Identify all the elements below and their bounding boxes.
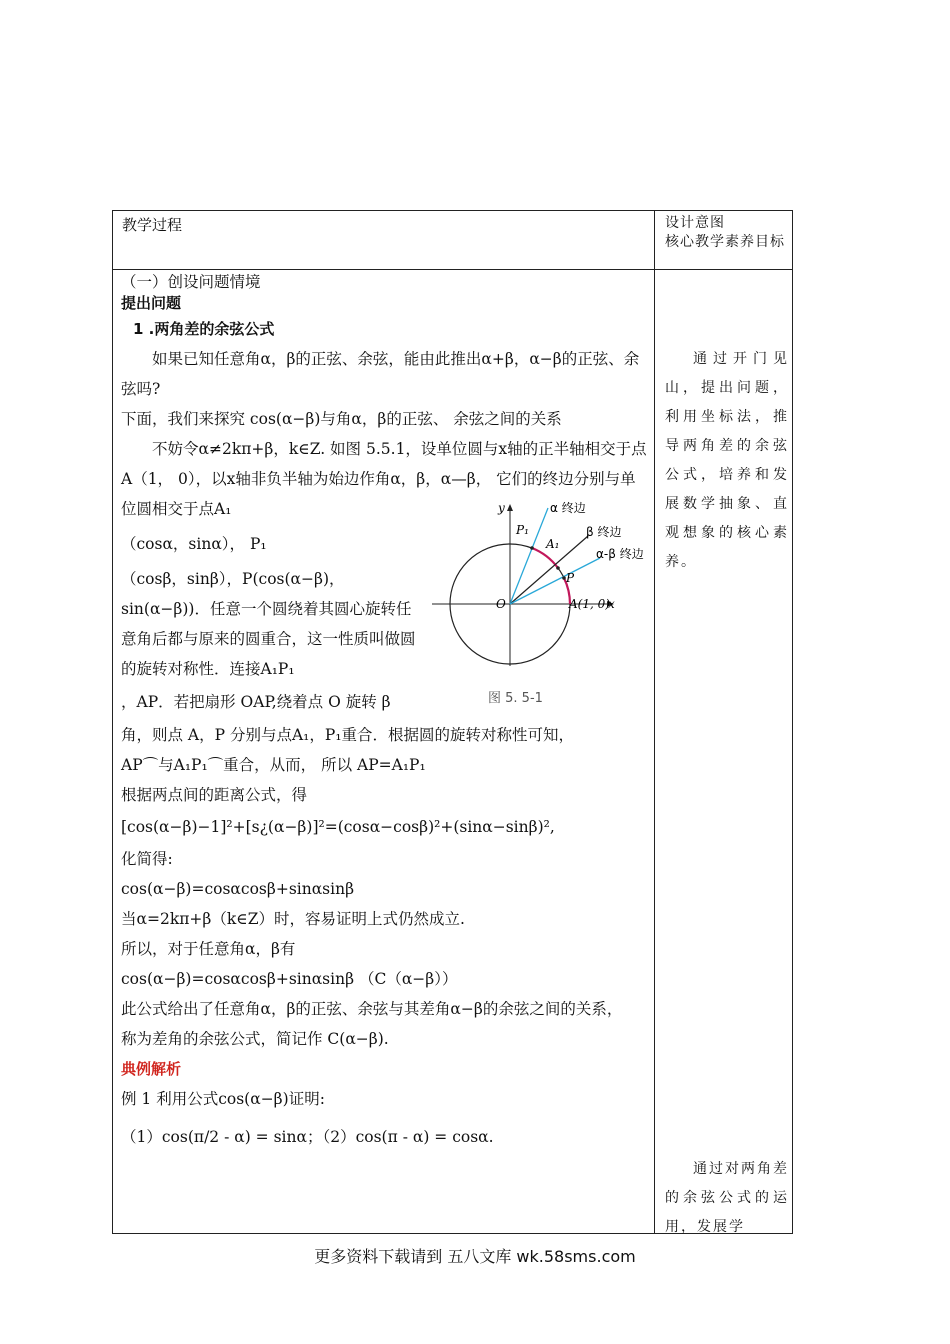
- equation-formula-c: cos(α−β)=cosαcosβ+sinαsinβ （C（α−β））: [121, 970, 458, 988]
- label-alpha-side: α 终边: [550, 501, 586, 515]
- header-divider: [113, 269, 792, 270]
- equation-distance: [cos(α−β)−1]²+[s¿(α−β)]²=(cosα−cosβ)²+(sinα−sinβ)²,: [121, 818, 555, 836]
- section-heading: 提出问题: [121, 294, 182, 312]
- paragraph-coincide: 角，则点 A，P 分别与点A₁，P₁重合．根据圆的旋转对称性可知，: [121, 726, 575, 744]
- label-origin: O: [496, 597, 506, 611]
- label-a1: A₁: [546, 537, 560, 551]
- paragraph-setup: 不妨令α≠2kπ+β，k∈Z. 如图 5.5.1，设单位圆与x轴的正半轴相交于点 A（1， 0），以x轴非负半轴为始边作角α，β，α—β， 它们的终边分别与单位圆相交于点A₁: [121, 440, 647, 518]
- paragraph-formula-name: 称为差角的余弦公式，简记作 C(α−β).: [121, 1030, 389, 1048]
- unit-circle-figure: [430, 498, 662, 710]
- label-beta-side: β 终边: [586, 525, 622, 539]
- equation-cosine-difference: cos(α−β)=cosαcosβ+sinαsinβ: [121, 880, 355, 898]
- lesson-table: [112, 210, 793, 1234]
- main-content: [121, 272, 649, 1160]
- header-design-intent: [665, 214, 789, 252]
- label-p: P: [566, 571, 575, 585]
- design-note-2: 通过对两角差的余弦公式的运用，发展学: [665, 1161, 789, 1235]
- column-divider: [654, 211, 655, 1233]
- paragraph-rotation: （cosβ，sinβ），P(cos(α−β)，sin(α−β))．任意一个圆绕着其圆心旋转任意角后都与原来的圆重合，这一性质叫做圆的旋转对称性．连接A₁P₁: [121, 570, 416, 678]
- label-x-axis: x: [608, 597, 615, 611]
- header-right-line2: 核心教学素养目标: [665, 234, 785, 250]
- paragraph-distance: 根据两点间的距离公式，得: [121, 786, 308, 804]
- header-teaching-process: 教学过程: [122, 216, 183, 234]
- example-heading: 典例解析: [121, 1060, 182, 1078]
- paragraph-any-angle: 所以，对于任意角α，β有: [121, 940, 296, 958]
- figure-caption: 图 5. 5-1: [488, 691, 543, 706]
- paragraph-formula-meaning: 此公式给出了任意角α，β的正弦、余弦与其差角α−β的余弦之间的关系，: [121, 1000, 623, 1018]
- paragraph-coords-a1: （cosα，sinα）， P₁: [121, 535, 267, 553]
- example-1-title: 例 1 利用公式cos(α−β)证明:: [121, 1090, 325, 1108]
- label-alpha-minus-beta-side: α-β 终边: [596, 547, 644, 561]
- y-axis-arrow: [507, 504, 513, 511]
- label-a: A(1, 0): [569, 597, 610, 611]
- header-right-line1: 设计意图: [665, 215, 725, 231]
- paragraph-special-case: 当α=2kπ+β（k∈Z）时，容易证明上式仍然成立.: [121, 910, 465, 928]
- point-p1: [530, 546, 534, 550]
- design-note-1: 通过开门见山，提出问题，利用坐标法，推导两角差的余弦公式，培养和发展数学抽象、直观想象的核心素养。: [665, 351, 789, 570]
- paragraph-simplify: 化简得:: [121, 850, 173, 868]
- label-y-axis: y: [498, 501, 505, 515]
- paragraph-sector: ，AP．若把扇形 OAP,绕着点 O 旋转 β: [121, 693, 391, 711]
- paragraph-question: 如果已知任意角α，β的正弦、余弦，能由此推出α+β，α−β的正弦、余弦吗?: [121, 350, 640, 398]
- label-p1: P₁: [516, 523, 529, 537]
- paragraph-explore: 下面，我们来探究 cos(α−β)与角α，β的正弦、 余弦之间的关系: [121, 410, 562, 428]
- section-item-title: 1 .两角差的余弦公式: [133, 320, 275, 338]
- footer-download-note: 更多资料下载请到 五八文库 wk.58sms.com: [314, 1247, 636, 1266]
- section-subtitle: （一）创设问题情境: [121, 273, 261, 291]
- paragraph-arc-equal: AP⌒与A₁P₁⌒重合，从而， 所以 AP=A₁P₁: [121, 756, 426, 774]
- point-a1: [556, 566, 560, 570]
- example-1-parts: （1）cos(π/2 - α) = sinα；（2）cos(π - α) = cosα.: [121, 1128, 494, 1146]
